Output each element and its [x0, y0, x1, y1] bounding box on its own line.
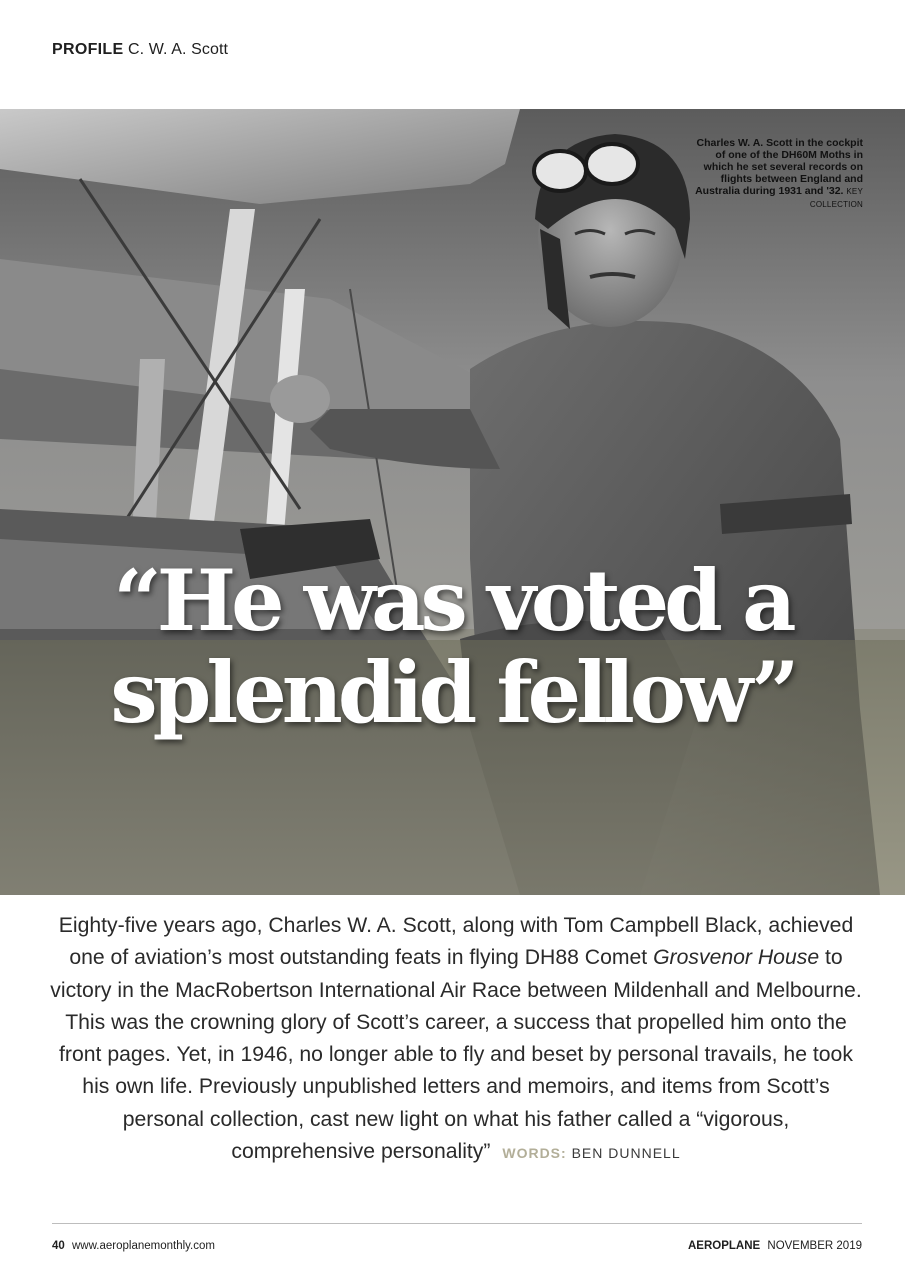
section-label: PROFILE	[52, 41, 124, 58]
profile-subject: C. W. A. Scott	[127, 41, 229, 58]
running-header	[52, 41, 228, 59]
magazine-name: AEROPLANE	[687, 1240, 761, 1252]
footer-left	[52, 1240, 215, 1252]
hero-photo	[0, 109, 905, 895]
byline	[502, 1145, 680, 1161]
headline	[0, 551, 905, 742]
byline-label: WORDS:	[502, 1145, 567, 1162]
standfirst-text-2: to victory in the MacRobertson International Air Race between Mildenhall and Melbourne. This was the crowning glory of Scott’s career, a success that propelled him onto the front pages. Yet, in 1946, no longer able to fly and beset by personal travails, he took his own life. Previously unpublished letters and memoirs, and items from Scott’s personal collection, cast new light on what his father called a “vigorous, comprehensive personality”	[50, 946, 862, 1164]
footer-right	[688, 1240, 862, 1252]
photo-credit: KEY COLLECTION	[809, 187, 863, 209]
headline-line-2: splendid fellow”	[110, 643, 795, 742]
standfirst	[50, 910, 862, 1169]
page-number: 40	[52, 1240, 65, 1252]
aircraft-name: Grosvenor House	[653, 946, 820, 970]
caption-text: Charles W. A. Scott in the cockpit of one of the DH60M Moths in which he set several records on flights between England and Australia during 1931 and '32.	[695, 137, 863, 197]
standfirst-text-1: Eighty-five years ago, Charles W. A. Scott, along with Tom Campbell Black, achieved one of aviation’s most outstanding feats in flying DH88 Comet	[58, 914, 854, 970]
photo-caption	[688, 137, 863, 211]
website-link[interactable]: www.aeroplanemonthly.com	[72, 1240, 215, 1252]
footer-divider	[52, 1223, 862, 1224]
headline-line-1: “He was voted a	[113, 551, 792, 650]
byline-author: BEN DUNNELL	[571, 1145, 681, 1162]
issue-date: NOVEMBER 2019	[767, 1240, 862, 1252]
